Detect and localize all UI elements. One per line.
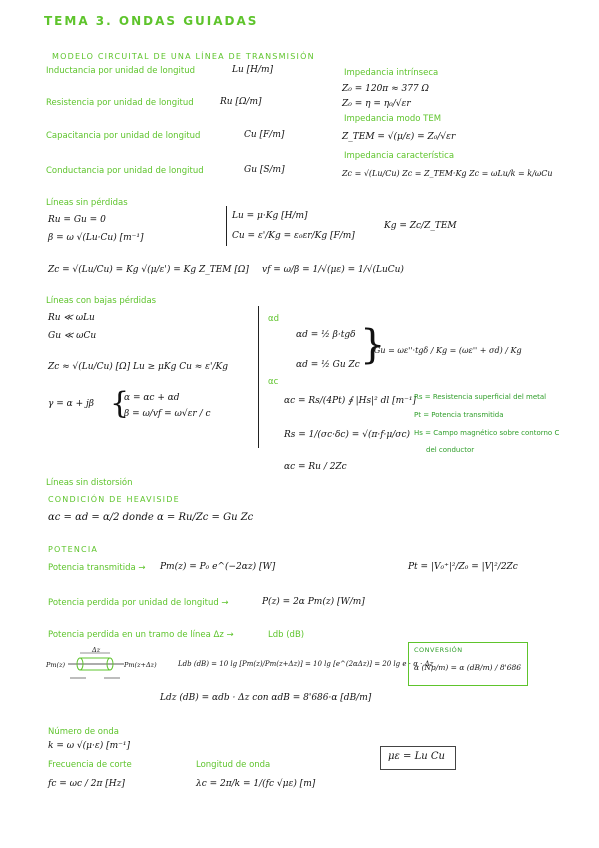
numero-onda-label: Número de onda — [48, 727, 119, 737]
longitud-onda-label: Longitud de onda — [196, 760, 271, 770]
diagram-top-label: Δz — [92, 646, 101, 654]
section-heading-potencia: POTENCIA — [48, 545, 99, 554]
alpha-c-eq-2: Rs = 1/(σc·δc) = √(π·f·μ/σc) — [284, 430, 410, 440]
lossless-eq-kg: Kg = Zc/Z_TEM — [384, 221, 457, 231]
lossless-eq-lu: Lu = μ·Kg [H/m] — [232, 211, 308, 221]
heaviside-label: CONDICIÓN DE HEAVISIDE — [48, 495, 180, 504]
zc-equations: Zc = √(Lu/Cu) Zc = Z_TEM·Kg Zc = ωLu/k = k/ωCu — [342, 169, 553, 178]
note-hs-cont: del conductor — [426, 446, 475, 454]
section-heading-sin-perdidas: Líneas sin pérdidas — [46, 198, 128, 208]
lowloss-eq-1: Ru ≪ ωLu — [48, 313, 95, 323]
numero-onda-equation: k = ω √(μ·ε) [m⁻¹] — [48, 741, 130, 751]
alpha-c-label: αc — [268, 377, 279, 387]
row-symbol-capacitancia: Cu [F/m] — [244, 130, 285, 140]
potencia-transmitida-eq: Pm(z) = P₀ e^(−2αz) [W] — [160, 562, 276, 572]
lossless-eq-vf: vf = ω/β = 1/√(με) = 1/√(LuCu) — [262, 265, 404, 275]
potencia-tramo-label: Potencia perdida en un tramo de línea Δz → — [48, 630, 234, 640]
heaviside-equation: αc = αd = α/2 donde α = Ru/Zc = Gu Zc — [48, 512, 254, 523]
imp-modo-tem-label: Impedancia modo TEM — [344, 114, 442, 124]
lowloss-eq-beta: β = ω/vf = ω√εr / c — [124, 409, 211, 419]
lossless-eq-zc: Zc = √(Lu/Cu) = Kg √(μ/ε') = Kg Z_TEM [Ω] — [48, 265, 249, 275]
conversion-title: CONVERSIÓN — [414, 646, 463, 654]
diagram-right-label: Pm(z+Δz) — [124, 661, 157, 669]
potencia-transmitida-label: Potencia transmitida → — [48, 563, 146, 573]
z0-equation-1: Z₀ = 120π ≈ 377 Ω — [342, 84, 429, 94]
imp-intrinseca-label: Impedancia intrínseca — [344, 68, 439, 78]
row-symbol-conductancia: Gu [S/m] — [244, 165, 285, 175]
brace: { — [110, 386, 130, 421]
ztem-equation: Z_TEM = √(μ/ε) = Z₀/√εr — [342, 132, 456, 142]
frecuencia-corte-label: Frecuencia de corte — [48, 760, 132, 770]
section-heading-modelo: MODELO CIRCUITAL DE UNA LÍNEA DE TRANSMISIÓN — [52, 52, 315, 61]
note-hs: Hs = Campo magnético sobre contorno C — [414, 429, 560, 437]
ldb-equation: Ldb (dB) = 10 lg [Pm(z)/Pm(z+Δz)] = 10 lg [e^(2αΔz)] = 20 lg e · α · Δz — [178, 660, 434, 668]
lowloss-eq-2: Gu ≪ ωCu — [48, 331, 97, 341]
transmission-line-diagram — [66, 650, 126, 684]
divider — [226, 206, 227, 246]
conversion-equation: α (Np/m) = α (dB/m) / 8'686 — [414, 663, 522, 672]
alpha-c-eq-1: αc = Rs/(4Pt) ∮ |Hs|² dl [m⁻¹] — [284, 396, 417, 406]
note-pt: Pt = Potencia transmitida — [414, 411, 504, 419]
row-symbol-resistencia: Ru [Ω/m] — [220, 97, 262, 107]
divider — [258, 306, 259, 448]
note-rs: Rs = Resistencia superficial del metal — [414, 393, 547, 401]
gu-equation: Gu = ωε''·tgδ / Kg = (ωε'' + σd) / Kg — [374, 346, 522, 355]
row-label-inductancia: Inductancia por unidad de longitud — [46, 66, 196, 76]
alpha-d-eq-2: αd = ½ Gu Zc — [296, 360, 360, 370]
row-label-resistencia: Resistencia por unidad de longitud — [46, 98, 194, 108]
lossless-eq-cu: Cu = ε'/Kg = ε₀εr/Kg [F/m] — [232, 231, 355, 241]
imp-caracteristica-label: Impedancia característica — [344, 151, 455, 161]
brace: } — [360, 322, 386, 368]
lowloss-eq-zc: Zc ≈ √(Lu/Cu) [Ω] Lu ≥ μKg Cu ≈ ε'/Kg — [48, 362, 229, 372]
page-title: TEMA 3. ONDAS GUIADAS — [44, 14, 259, 28]
diagram-left-label: Pm(z) — [46, 661, 66, 669]
row-label-capacitancia: Capacitancia por unidad de longitud — [46, 131, 201, 141]
potencia-perdida-label: Potencia perdida por unidad de longitud → — [48, 598, 229, 608]
alpha-d-label: αd — [268, 314, 279, 324]
potencia-perdida-eq: P(z) = 2α Pm(z) [W/m] — [262, 597, 365, 607]
mu-epsilon-equation: με = Lu Cu — [388, 751, 445, 762]
lowloss-eq-alpha: α = αc + αd — [124, 393, 180, 403]
section-heading-bajas-perdidas: Líneas con bajas pérdidas — [46, 296, 157, 306]
longitud-onda-equation: λc = 2π/k = 1/(fc √με) [m] — [196, 779, 316, 789]
potencia-tramo-symbol: Ldb (dB) — [268, 630, 305, 640]
alpha-c-eq-3: αc = Ru / 2Zc — [284, 462, 347, 472]
z0-equation-2: Z₀ = η = η₀/√εr — [342, 99, 411, 109]
frecuencia-corte-equation: fc = ωc / 2π [Hz] — [48, 779, 125, 789]
lowloss-eq-gamma: γ = α + jβ — [48, 399, 94, 409]
row-symbol-inductancia: Lu [H/m] — [232, 65, 274, 75]
row-label-conductancia: Conductancia por unidad de longitud — [46, 166, 204, 176]
pt-equation: Pt = |V₀⁺|²/Z₀ = |V|²/2Zc — [408, 562, 518, 572]
alpha-d-eq-1: αd = ½ β·tgδ — [296, 330, 356, 340]
section-heading-sin-distorsion: Líneas sin distorsión — [46, 478, 133, 488]
lossless-eq-1: Ru = Gu = 0 — [48, 215, 106, 225]
ldz-equation: Ldz (dB) = αdb · Δz con αdB = 8'686·α [dB/m] — [160, 693, 372, 703]
lossless-eq-beta: β = ω √(Lu·Cu) [m⁻¹] — [48, 233, 144, 243]
